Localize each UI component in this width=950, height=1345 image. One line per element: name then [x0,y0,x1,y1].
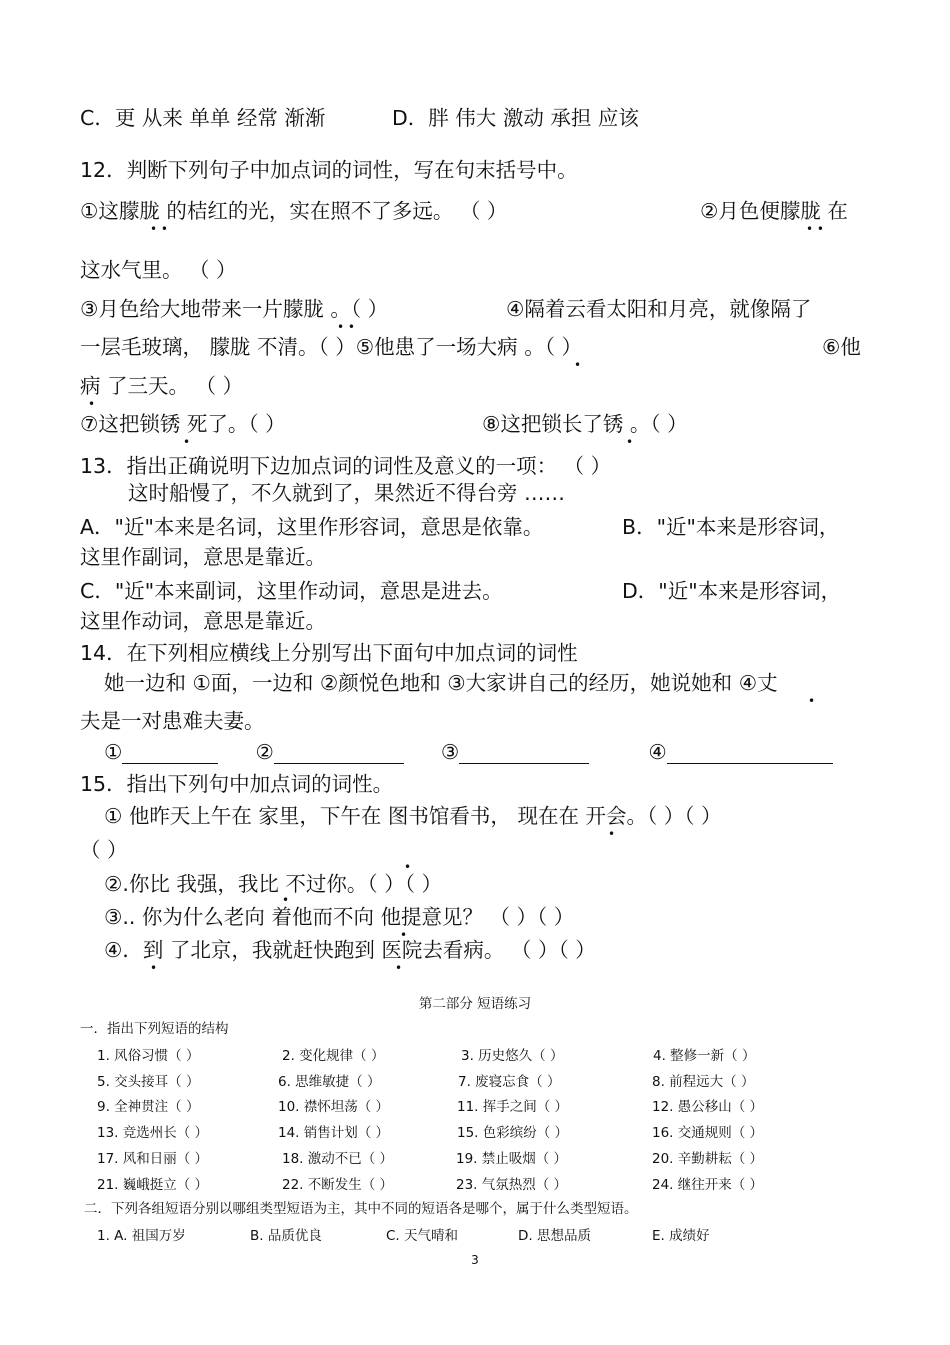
option-c-line: C．更 从来 单单 经常 渐渐 [80,106,326,130]
phrase-item: 10. 襟怀坦荡（ ） [278,1099,390,1115]
option-d-line: D．胖 伟大 激动 承担 应该 [392,106,639,130]
answer-blank-2[interactable] [274,745,404,764]
blank-label-2: ② [255,740,274,764]
q14-sentence: 她一边和 ①面，一边和 ②颜悦色地和 ③大家讲自己的经历，她说她和 ④丈 [104,671,778,695]
phrase-item: 18. 激动不已（ ） [282,1151,394,1167]
emphasis-dot: • • [337,320,355,334]
emphasis-dot: • [88,397,96,411]
q13-option-b: B．"近"本来是形容词， [622,515,840,539]
phrase-option: D. 思想品质 [518,1228,591,1244]
phrase-item: 3. 历史悠久（ ） [461,1048,564,1064]
q12-sentence-8: ⑧这把锁长了锈 。（ ） [482,412,688,436]
phrase-item: 7. 废寝忘食（ ） [458,1074,561,1090]
emphasis-dot: • [574,358,582,372]
q12-sentence-3: ③月色给大地带来一片朦胧 。（ ） [80,297,389,321]
emphasis-dot: • [404,860,412,874]
phrase-item: 8. 前程远大（ ） [652,1074,755,1090]
phrase-item: 2. 变化规律（ ） [282,1048,385,1064]
phrase-option: E. 成绩好 [652,1228,710,1244]
emphasis-dot: • [608,827,616,841]
emphasis-dot: • • [150,222,168,236]
q13-option-d: D．"近"本来是形容词， [622,579,842,603]
answer-blank-1[interactable] [122,745,218,764]
phrase-option: 1. A. 祖国万岁 [97,1228,186,1244]
phrase-item: 19. 禁止吸烟（ ） [456,1151,568,1167]
q15-item-4: ④．到 了北京，我就赶快跑到 医院去看病。 （ ）（ ） [104,938,596,962]
q12-sentence-2: ②月色便朦胧 在 [700,199,848,223]
blank-label-1: ① [104,740,123,764]
phrase-item: 4. 整修一新（ ） [653,1048,756,1064]
phrase-item: 6. 思维敏捷（ ） [278,1074,381,1090]
phrase-item: 22. 不断发生（ ） [282,1177,394,1193]
phrase-item: 24. 继往开来（ ） [652,1177,764,1193]
q13-option-a: A．"近"本来是名词，这里作形容词，意思是依靠。 [80,515,544,539]
emphasis-dot: • [626,435,634,449]
phrase-option: B. 品质优良 [250,1228,322,1244]
emphasis-dot: • • [806,222,824,236]
q12-sentence-2-cont: 这水气里。 （ ） [80,258,237,282]
question-14-heading: 14．在下列相应横线上分别写出下面句中加点词的词性 [80,641,578,665]
phrase-item: 15. 色彩缤纷（ ） [457,1125,569,1141]
part-2-section-1-heading: 一．指出下列短语的结构 [80,1021,229,1037]
phrase-item: 17. 风和日丽（ ） [97,1151,209,1167]
answer-blank-3[interactable] [459,745,589,764]
q12-sentence-1: ①这朦胧 的桔红的光，实在照不了多远。 （ ） [80,199,508,223]
phrase-item: 20. 辛勤耕耘（ ） [652,1151,764,1167]
answer-blank-4[interactable] [667,745,833,764]
q13-option-d-cont: 这里作动词，意思是靠近。 [80,609,326,633]
blank-label-3: ③ [440,740,460,764]
phrase-item: 16. 交通规则（ ） [652,1125,764,1141]
phrase-item: 1. 风俗习惯（ ） [97,1048,200,1064]
q13-option-c: C．"近"本来副词，这里作动词，意思是进去。 [80,579,503,603]
emphasis-dot: • [183,435,191,449]
emphasis-dot: • [400,928,408,942]
phrase-option: C. 天气晴和 [386,1228,459,1244]
q15-item-2: ②.你比 我强，我比 不过你。（ ）（ ） [104,872,442,896]
phrase-item: 5. 交头接耳（ ） [97,1074,200,1090]
q12-sentence-6: ⑥他 [822,335,861,359]
question-15-heading: 15．指出下列句中加点词的词性。 [80,772,394,796]
emphasis-dot: • [150,961,158,975]
q12-sentence-4: ④隔着云看太阳和月亮，就像隔了 [506,297,812,321]
q14-sentence-cont: 夫是一对患难夫妻。 [80,709,265,733]
emphasis-dot: • [282,893,290,907]
phrase-item: 12. 愚公移山（ ） [652,1099,764,1115]
q13-quote: 这时船慢了，不久就到了，果然近不得台旁 …… [128,481,566,505]
question-13-heading: 13．指出正确说明下边加点词的词性及意义的一项： （ ） [80,454,612,478]
phrase-item: 21. 巍峨挺立（ ） [97,1177,209,1193]
q15-item-3: ③.. 你为什么老向 着他而不向 他提意见？ （ ）（ ） [104,905,575,929]
q12-sentence-7: ⑦这把锁锈 死了。（ ） [80,412,286,436]
q12-sentence-6-cont: 病 了三天。 （ ） [80,374,244,398]
phrase-item: 23. 气氛热烈（ ） [456,1177,568,1193]
q15-item-1-cont: （ ） [80,838,128,862]
part-2-title: 第二部分 短语练习 [418,996,532,1012]
q13-option-b-cont: 这里作副词，意思是靠近。 [80,545,326,569]
phrase-item: 14. 销售计划（ ） [278,1125,390,1141]
page-number: 3 [471,1253,479,1267]
phrase-item: 11. 挥手之间（ ） [457,1099,569,1115]
q12-sentence-4-5: 一层毛玻璃， 朦胧 不清。（ ）⑤他患了一场大病 。（ ） [80,335,582,359]
emphasis-dot: • [808,694,816,708]
q14-answer-blanks [104,740,833,764]
question-12-heading: 12．判断下列句子中加点词的词性，写在句末括号中。 [80,158,578,182]
blank-label-4: ④ [648,740,667,764]
q15-item-1: ① 他昨天上午在 家里，下午在 图书馆看书， 现在在 开会。（ ）（ ） [104,804,722,828]
phrase-item: 9. 全神贯注（ ） [97,1099,200,1115]
emphasis-dot: • [395,961,403,975]
phrase-item: 13. 竞选州长（ ） [97,1125,209,1141]
part-2-section-2-heading: 二．下列各组短语分别以哪组类型短语为主，其中不同的短语各是哪个，属于什么类型短语。 [84,1201,638,1217]
